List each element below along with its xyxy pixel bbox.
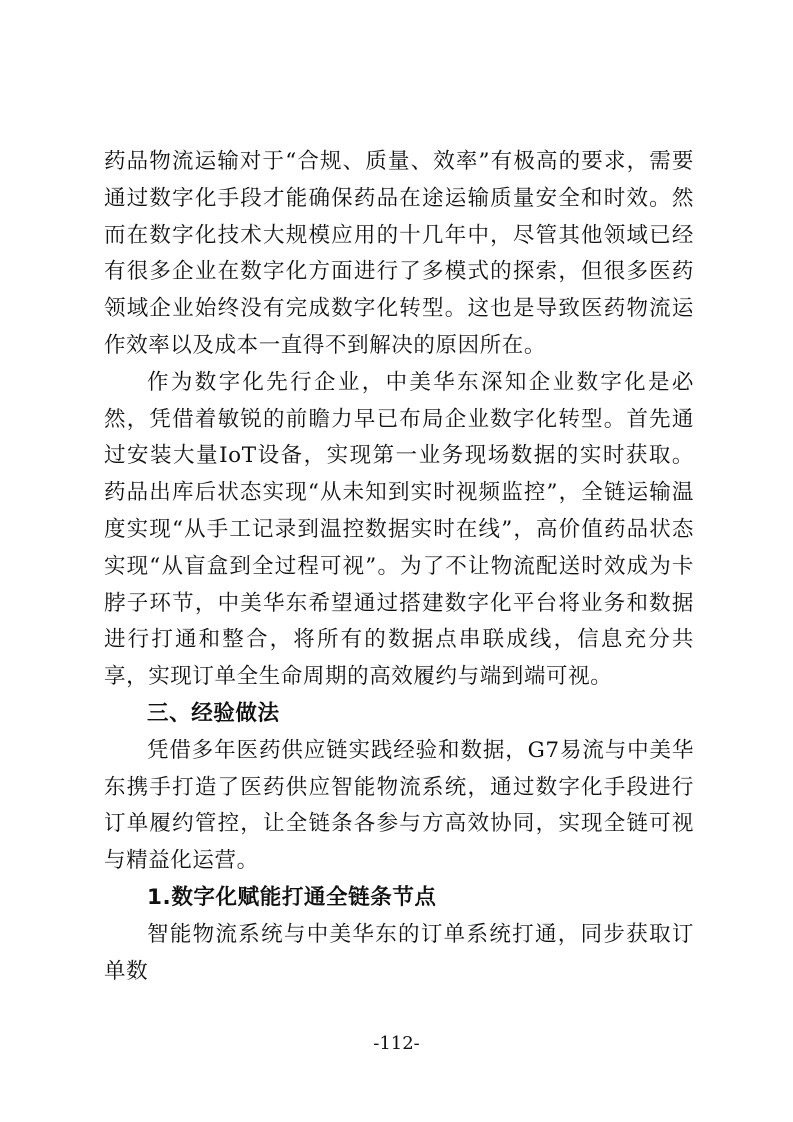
paragraph-3: 凭借多年医药供应链实践经验和数据，G7易流与中美华东携手打造了医药供应智能物流系统，通过数字化手段进行订单履约管控，让全链条各参与方高效协同，实现全链可视与精益化运营。 bbox=[104, 737, 694, 874]
subsection-heading-1: 1.数字化赋能打通全链条节点 bbox=[147, 884, 437, 910]
paragraph-4: 智能物流系统与中美华东的订单系统打通，同步获取订单数 bbox=[104, 921, 694, 984]
paragraph-2: 作为数字化先行企业，中美华东深知企业数字化是必然，凭借着敏锐的前瞻力早已布局企业数字化转型。首先通过安装大量IoT设备，实现第一业务现场数据的实时获取。药品出库后状态实现“从未知到实时视频监控”，全链运输温度实现“从手工记录到温控数据实时在线”，高价值药品状态实现“从盲盒到全过程可视”。为了不让物流配送时效成为卡脖子环节，中美华东希望通过搭建数字化平台将业务和数据进行打通和整合，将所有的数据点串联成线，信息充分共享，实现订单全生命周期的高效履约与端到端可视。 bbox=[104, 369, 694, 690]
page-number: -112- bbox=[373, 1033, 420, 1054]
section-heading-experience: 三、经验做法 bbox=[147, 700, 280, 726]
page-body bbox=[104, 144, 694, 990]
paragraph-1: 药品物流运输对于“合规、质量、效率”有极高的要求，需要通过数字化手段才能确保药品在途运输质量安全和时效。然而在数字化技术大规模应用的十几年中，尽管其他领域已经有很多企业在数字化方面进行了多模式的探索，但很多医药领域企业始终没有完成数字化转型。这也是导致医药物流运作效率以及成本一直得不到解决的原因所在。 bbox=[104, 149, 694, 358]
